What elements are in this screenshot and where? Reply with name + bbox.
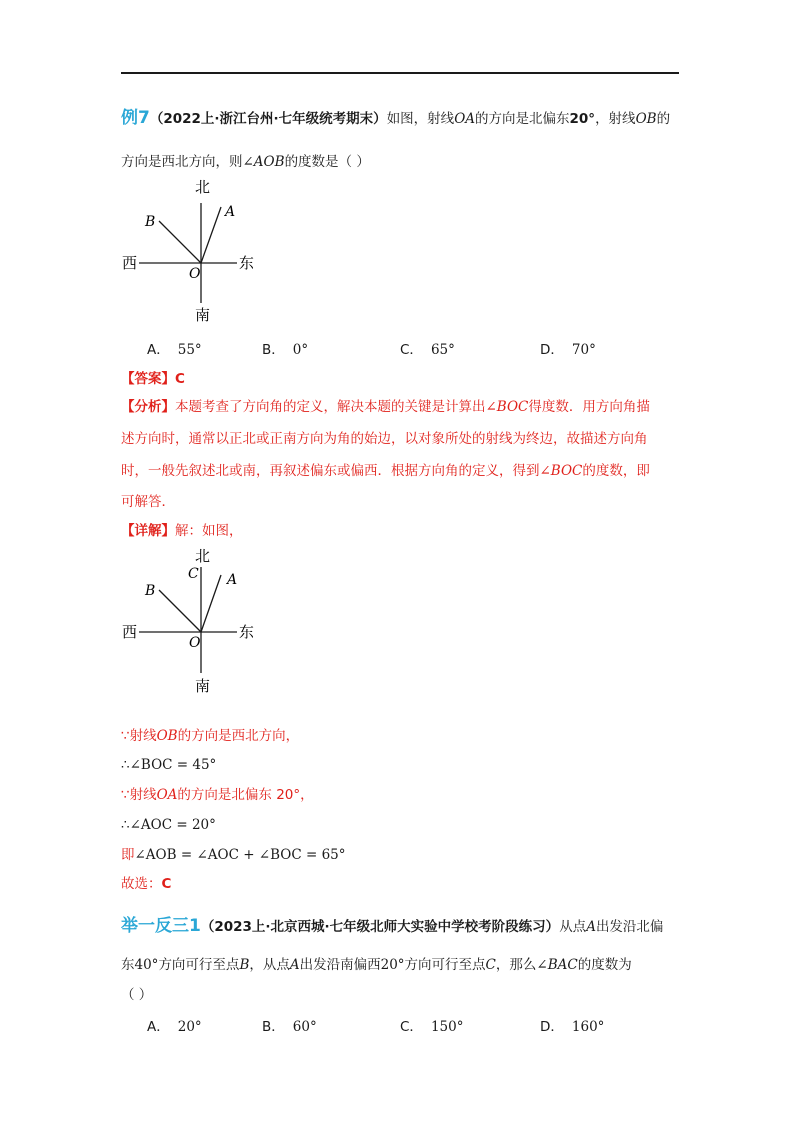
ray-ob-line	[159, 590, 201, 632]
answer-line	[121, 369, 185, 389]
label-north: 北	[195, 178, 211, 196]
answer-value: C	[175, 371, 185, 387]
ray-ob-line	[159, 221, 201, 263]
detail-label: 【详解】	[121, 523, 175, 539]
label-o: O	[189, 635, 201, 651]
step-4: ∴∠AOC = 20°	[121, 817, 216, 833]
label-east: 东	[239, 254, 255, 272]
analysis-line-4: 可解答．	[121, 494, 175, 510]
practice-line-1: 举一反三1（2023上·北京西城·七年级北师大实验中学校考阶段练习）从点A出发沿北偏	[121, 916, 664, 936]
label-b: B	[145, 214, 156, 230]
step-2: ∴∠BOC = 45°	[121, 757, 217, 773]
practice-option-d[interactable]: D． 160°	[540, 1019, 605, 1035]
ray-oa-line	[201, 207, 221, 263]
label-east: 东	[239, 623, 255, 641]
analysis-line-2: 述方向时，通常以正北或正南方向为角的始边，以对象所处的射线为终边，故描述方向角	[121, 431, 648, 447]
label-c: C	[188, 566, 199, 582]
practice-source: （2023上·北京西城·七年级北师大实验中学校考阶段练习）	[200, 919, 560, 935]
question-line-1: 例7（2022上·浙江台州·七年级统考期末）如图，射线OA的方向是北偏东20°，射线OB的	[121, 108, 671, 128]
step-6: 故选：C	[121, 876, 172, 892]
practice-option-a[interactable]: A． 20°	[147, 1019, 202, 1035]
label-a: A	[227, 572, 238, 588]
option-c[interactable]: C． 65°	[400, 342, 455, 358]
answer-label: 【答案】	[121, 371, 175, 387]
label-north: 北	[195, 547, 211, 565]
ray-ob: OB	[635, 111, 657, 127]
label-west: 西	[122, 623, 138, 641]
step-3: ∵射线OA的方向是北偏东 20°，	[121, 787, 314, 803]
practice-option-c[interactable]: C． 150°	[400, 1019, 464, 1035]
example-source: （2022上·浙江台州·七年级统考期末）	[149, 111, 387, 127]
label-west: 西	[122, 254, 138, 272]
practice-line-2: 东40°方向可行至点B，从点A出发沿南偏西20°方向可行至点C，那么∠BAC的度数为	[121, 957, 632, 973]
angle-aob: ∠AOB	[242, 154, 285, 170]
ray-oa: OA	[454, 111, 476, 127]
header-rule	[121, 72, 679, 74]
label-south: 南	[195, 306, 211, 324]
step-5: 即∠AOB = ∠AOC + ∠BOC = 65°	[121, 847, 346, 863]
direction-figure-2	[115, 545, 275, 695]
label-a: A	[225, 204, 236, 220]
option-b[interactable]: B． 0°	[262, 342, 309, 358]
option-a[interactable]: A． 55°	[147, 342, 202, 358]
example-tag: 例7	[121, 108, 150, 128]
practice-line-3: （ ）	[121, 987, 153, 1003]
analysis-label: 【分析】	[121, 399, 175, 415]
label-o: O	[189, 266, 201, 282]
step-1: ∵射线OB的方向是西北方向，	[121, 728, 300, 744]
question-line-2: 方向是西北方向，则∠AOB的度数是（ ）	[121, 154, 370, 170]
label-b: B	[145, 583, 156, 599]
analysis-line-3: 时，一般先叙述北或南，再叙述偏东或偏西．根据方向角的定义，得到∠BOC的度数，即	[121, 463, 650, 479]
ray-oa-line	[201, 575, 221, 632]
label-south: 南	[195, 677, 211, 695]
practice-option-b[interactable]: B． 60°	[262, 1019, 317, 1035]
practice-tag: 举一反三1	[121, 916, 201, 936]
analysis-line-1: 【分析】本题考查了方向角的定义，解决本题的关键是计算出∠BOC得度数．用方向角描	[121, 399, 650, 415]
option-d[interactable]: D． 70°	[540, 342, 596, 358]
direction-figure-1	[115, 175, 275, 325]
detail-line: 【详解】解：如图，	[121, 523, 243, 539]
